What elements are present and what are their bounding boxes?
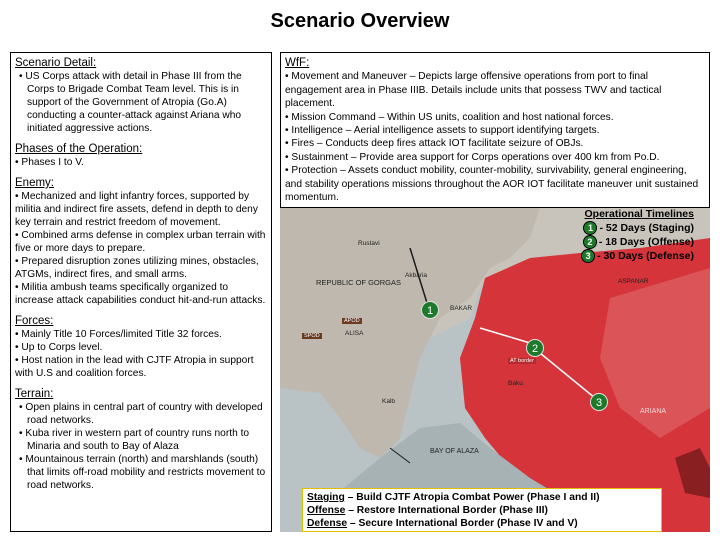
enemy-item: • Prepared disruption zones utilizing mines, obstacles, ATGMs, indirect fires, and small arms. xyxy=(15,256,259,280)
map-label-city-north: Rustavi xyxy=(358,240,380,247)
forces-heading: Forces: xyxy=(15,315,54,327)
map-tag-border: AT border xyxy=(510,358,534,364)
timeline-row xyxy=(558,249,694,263)
operational-timelines xyxy=(558,208,694,263)
phase-legend xyxy=(302,488,662,532)
wff-panel xyxy=(280,52,710,208)
enemy-item: • Combined arms defense in complex urban terrain with five or more days to prepare. xyxy=(15,230,266,254)
scenario-panel xyxy=(10,52,272,532)
timeline-number: 2 xyxy=(583,235,597,249)
phase-term: Staging xyxy=(307,492,345,503)
enemy-item: • Militia ambush teams specifically organized to increase attack capabilities conduct hit-and-run attacks. xyxy=(15,282,266,306)
timeline-number: 3 xyxy=(581,249,595,263)
page-title: Scenario Overview xyxy=(270,10,450,32)
phase-row xyxy=(307,517,657,530)
map-label-alisa: ALISA xyxy=(345,330,364,337)
phase-row xyxy=(307,504,657,517)
forces-item: • Host nation in the lead with CJTF Atropia in support with U.S and coalition forces. xyxy=(15,355,254,379)
map-label-city-center: Akbaria xyxy=(405,272,428,279)
phases-item: • Phases I to V. xyxy=(15,157,84,168)
map-tag-apod: APOD xyxy=(344,318,360,324)
wff-item: • Movement and Maneuver – Depicts large offensive operations from port to final engagement area in Phase IIIB. Details include units that possess TWV and tactical placement. xyxy=(285,71,662,110)
enemy-heading: Enemy: xyxy=(15,177,54,189)
timeline-text: - 18 Days (Offense) xyxy=(598,235,694,248)
map-tag-spod: SPOD xyxy=(304,333,320,339)
map-label-city-bakar: BAKAR xyxy=(450,305,473,312)
phase-description: – Build CJTF Atropia Combat Power (Phase I and II) xyxy=(344,492,600,503)
enemy-item: • Mechanized and light infantry forces, supported by militia and indirect fire assets, defend in depth to deny key terrain and restrict freedom of movement. xyxy=(15,191,258,228)
phase-term: Defense xyxy=(307,518,348,529)
wff-item: • Protection – Assets conduct mobility, counter-mobility, survivability, general engineering, and stability operations missions throughout the AOR IOT facilitate maneuver unit sustained momentum. xyxy=(285,165,699,204)
terrain-item: • Mountainous terrain (north) and marshlands (south) that limits off-road mobility and restricts movement to road networks. xyxy=(19,454,266,491)
wff-item: • Sustainment – Provide area support for Corps operations over 400 km from Po.D. xyxy=(285,151,660,163)
map-marker-1: 1 xyxy=(421,301,439,319)
timeline-text: - 30 Days (Defense) xyxy=(597,249,694,262)
phase-description: – Restore International Border (Phase III) xyxy=(345,505,548,516)
timeline-number: 1 xyxy=(583,221,597,235)
timeline-row xyxy=(558,235,694,249)
timelines-heading: Operational Timelines xyxy=(584,208,694,220)
scenario-detail-heading: Scenario Detail: xyxy=(15,57,97,69)
map-label-bay: BAY OF ALAZA xyxy=(430,448,479,455)
wff-heading: WfF: xyxy=(285,57,310,69)
phases-heading: Phases of the Operation: xyxy=(15,143,143,155)
timeline-text: - 52 Days (Staging) xyxy=(599,221,694,234)
phase-description: – Secure International Border (Phase IV and V) xyxy=(347,518,578,529)
terrain-item: • Open plains in central part of country with developed road networks. xyxy=(19,402,263,426)
terrain-item: • Kuba river in western part of country runs north to Minaria and south to Bay of Alaza xyxy=(19,428,250,452)
map-label-city-kalb: Kalb xyxy=(382,398,396,405)
map-marker-3: 3 xyxy=(590,393,608,411)
wff-item: • Intelligence – Aerial intelligence assets to support identifying targets. xyxy=(285,125,600,137)
wff-item: • Fires – Conducts deep fires attack IOT facilitate seizure of OBJs. xyxy=(285,138,584,150)
wff-item: • Mission Command – Within US units, coalition and host national forces. xyxy=(285,111,614,123)
forces-item: • Mainly Title 10 Forces/limited Title 32 forces. xyxy=(15,329,222,340)
map-label-city-baku: Baku xyxy=(508,380,523,387)
map-label-city-east: ASPANAR xyxy=(618,278,649,285)
scenario-detail-item: • US Corps attack with detail in Phase III from the Corps to Brigade Combat Team level. This is in support of the Government of Atropia (Go.A) conducting a counter-attack against Ariana who initiated aggressive actions. xyxy=(19,71,242,134)
terrain-heading: Terrain: xyxy=(15,388,54,400)
map-label-country-west: REPUBLIC OF GORGAS xyxy=(316,278,402,287)
forces-item: • Up to Corps level. xyxy=(15,342,103,353)
map-label-country-east: ARIANA xyxy=(640,408,667,415)
map-marker-2: 2 xyxy=(526,339,544,357)
phase-row xyxy=(307,491,657,504)
phase-term: Offense xyxy=(307,505,346,516)
timeline-row xyxy=(558,221,694,235)
